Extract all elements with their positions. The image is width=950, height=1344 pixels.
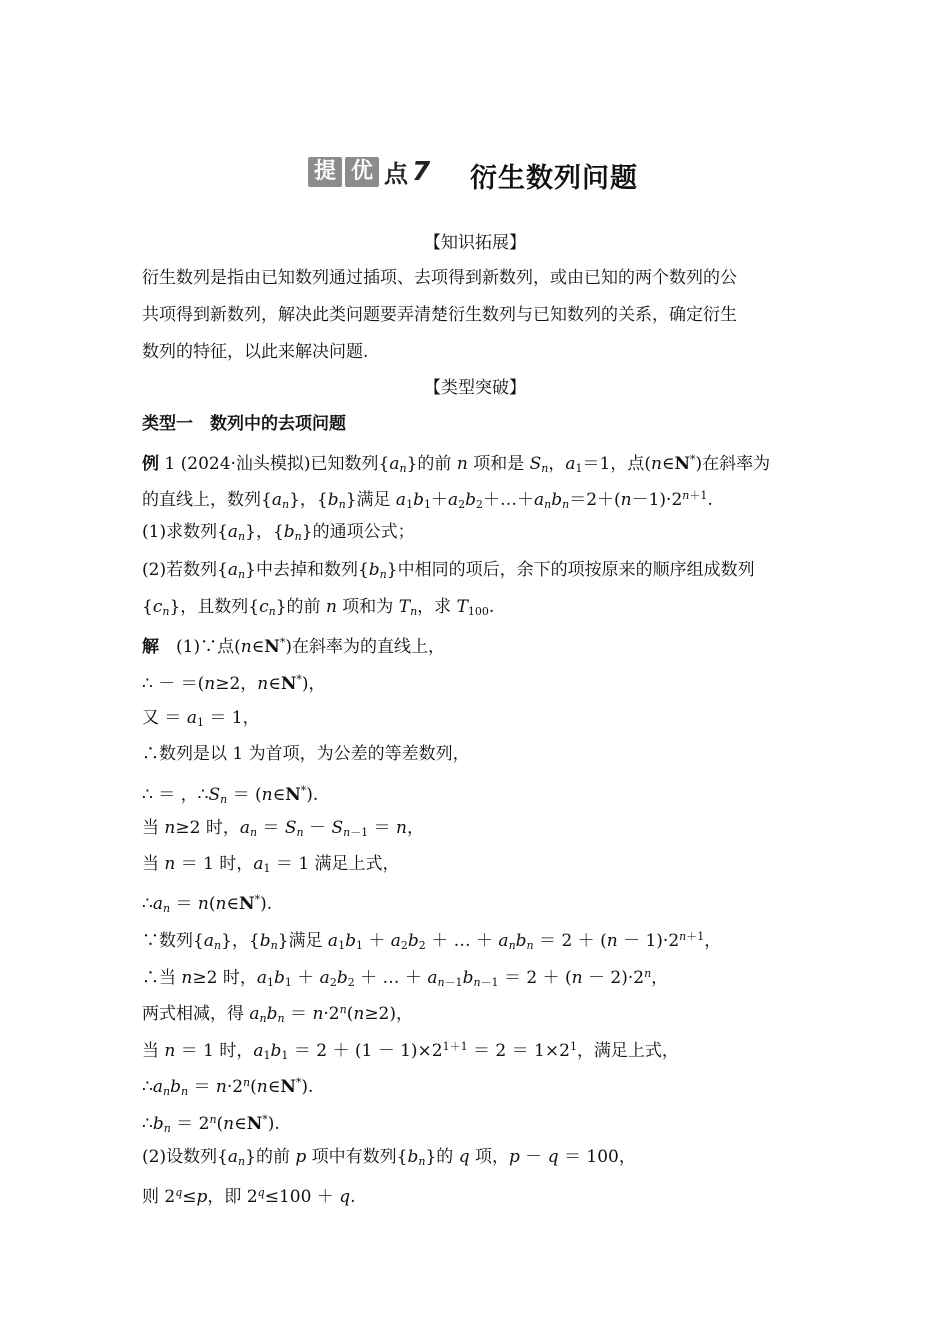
badge-number: 7: [412, 156, 431, 187]
knowledge-line-1: 衍生数列是指由已知数列通过插项、去项得到新数列，或由已知的两个数列的公: [142, 268, 737, 288]
title-badge: [308, 154, 430, 189]
knowledge-header: 【知识拓展】: [424, 233, 526, 253]
solution-line-6: 当 n≥2 时，$a_n = S_n - S_{n-1} = n$，: [142, 818, 424, 839]
example-line-2: 的直线上，数列$\{a_n\}$，$\{b_n\}$满足 $a_1b_1+a_2b_2+\dots+a_nb_n=2+(n-1)\cdot 2^{n+1}$.: [142, 489, 713, 511]
solution-line-15: (2)设数列$\{a_n\}$的前 p 项中有数列$\{b_n\}$的 q 项，p － q ＝ 100，: [142, 1147, 636, 1168]
solution-line-2: ∴ － ＝(n≥2，n∈N*)，: [142, 673, 326, 694]
badge-prefix: 点: [384, 160, 408, 188]
solution-line-8: $\therefore a_n$ ＝ n(n∈N*).: [142, 893, 273, 915]
solution-line-16: 则 $2^q\le p$，即 $2^q\le 100 + q$.: [142, 1186, 356, 1207]
knowledge-line-3: 数列的特征，以此来解决问题.: [142, 342, 369, 362]
solution-line-3: 又 ＝ $a_1 = 1$，: [142, 708, 260, 729]
solution-line-12: 当 n ＝ 1 时，$a_1b_1 = 2 + (1 - 1)\times 2^{1+1} = 2 = 1\times 2^1$，满足上式，: [142, 1040, 679, 1062]
solution-line-10: ∴当 n≥2 时，$a_1b_1 + a_2b_2$ ＋ … ＋ $a_{n-1}b_{n-1} = 2 + (n - 2)\cdot 2^n$，: [142, 967, 669, 989]
solution-line-7: 当 n ＝ 1 时，$a_1 = 1$ 满足上式，: [142, 854, 400, 875]
question-1: (1)求数列$\{a_n\}$，$\{b_n\}$的通项公式；: [142, 522, 415, 543]
page-title: 衍生数列问题: [470, 163, 638, 194]
solution-line-4: ∴数列是以 1 为首项，为公差的等差数列，: [142, 744, 470, 764]
question-2-line-1: (2)若数列$\{a_n\}$中去掉和数列$\{b_n\}$中相同的项后，余下的项按原来的顺序组成数列: [142, 560, 755, 581]
section-title: [0, 152, 950, 196]
solution-line-9: ∵数列$\{a_n\}$，$\{b_n\}$满足 $a_1b_1 + a_2b_2$ ＋ … ＋ $a_nb_n = 2 + (n - 1)\cdot 2^{n+1}$，: [142, 930, 722, 952]
solution-line-5: ∴ ＝ ，$\therefore S_n$ ＝ (n∈N*).: [142, 784, 319, 806]
types-header: 【类型突破】: [424, 378, 526, 398]
example-line-1: 例 1 (2024·汕头模拟)已知数列$\{a_n\}$的前 n 项和是 $S_n$，$a_1=1$，点(n∈N*)在斜率为: [142, 453, 771, 475]
knowledge-line-2: 共项得到新数列，解决此类问题要弄清楚衍生数列与已知数列的关系，确定衍生: [142, 305, 737, 325]
solution-line-13: $\therefore a_nb_n$ ＝ $n\cdot 2^n(n\in N^*)$.: [142, 1076, 314, 1098]
solution-line-11: 两式相减，得 $a_nb_n = n\cdot 2^n(n\ge 2)$，: [142, 1003, 414, 1025]
question-2-line-2: $\{c_n\}$，且数列$\{c_n\}$的前 n 项和为 $T_n$，求 $T_{100}$.: [142, 597, 495, 618]
solution-line-1: 解 (1)∵点(n∈N*)在斜率为的直线上，: [142, 636, 445, 657]
badge-char-2: 优: [345, 157, 379, 187]
solution-line-14: $\therefore b_n$ ＝ $2^n(n\in N^*)$.: [142, 1113, 280, 1135]
badge-char-1: 提: [308, 157, 342, 187]
type-one-heading: 类型一 数列中的去项问题: [142, 414, 346, 434]
